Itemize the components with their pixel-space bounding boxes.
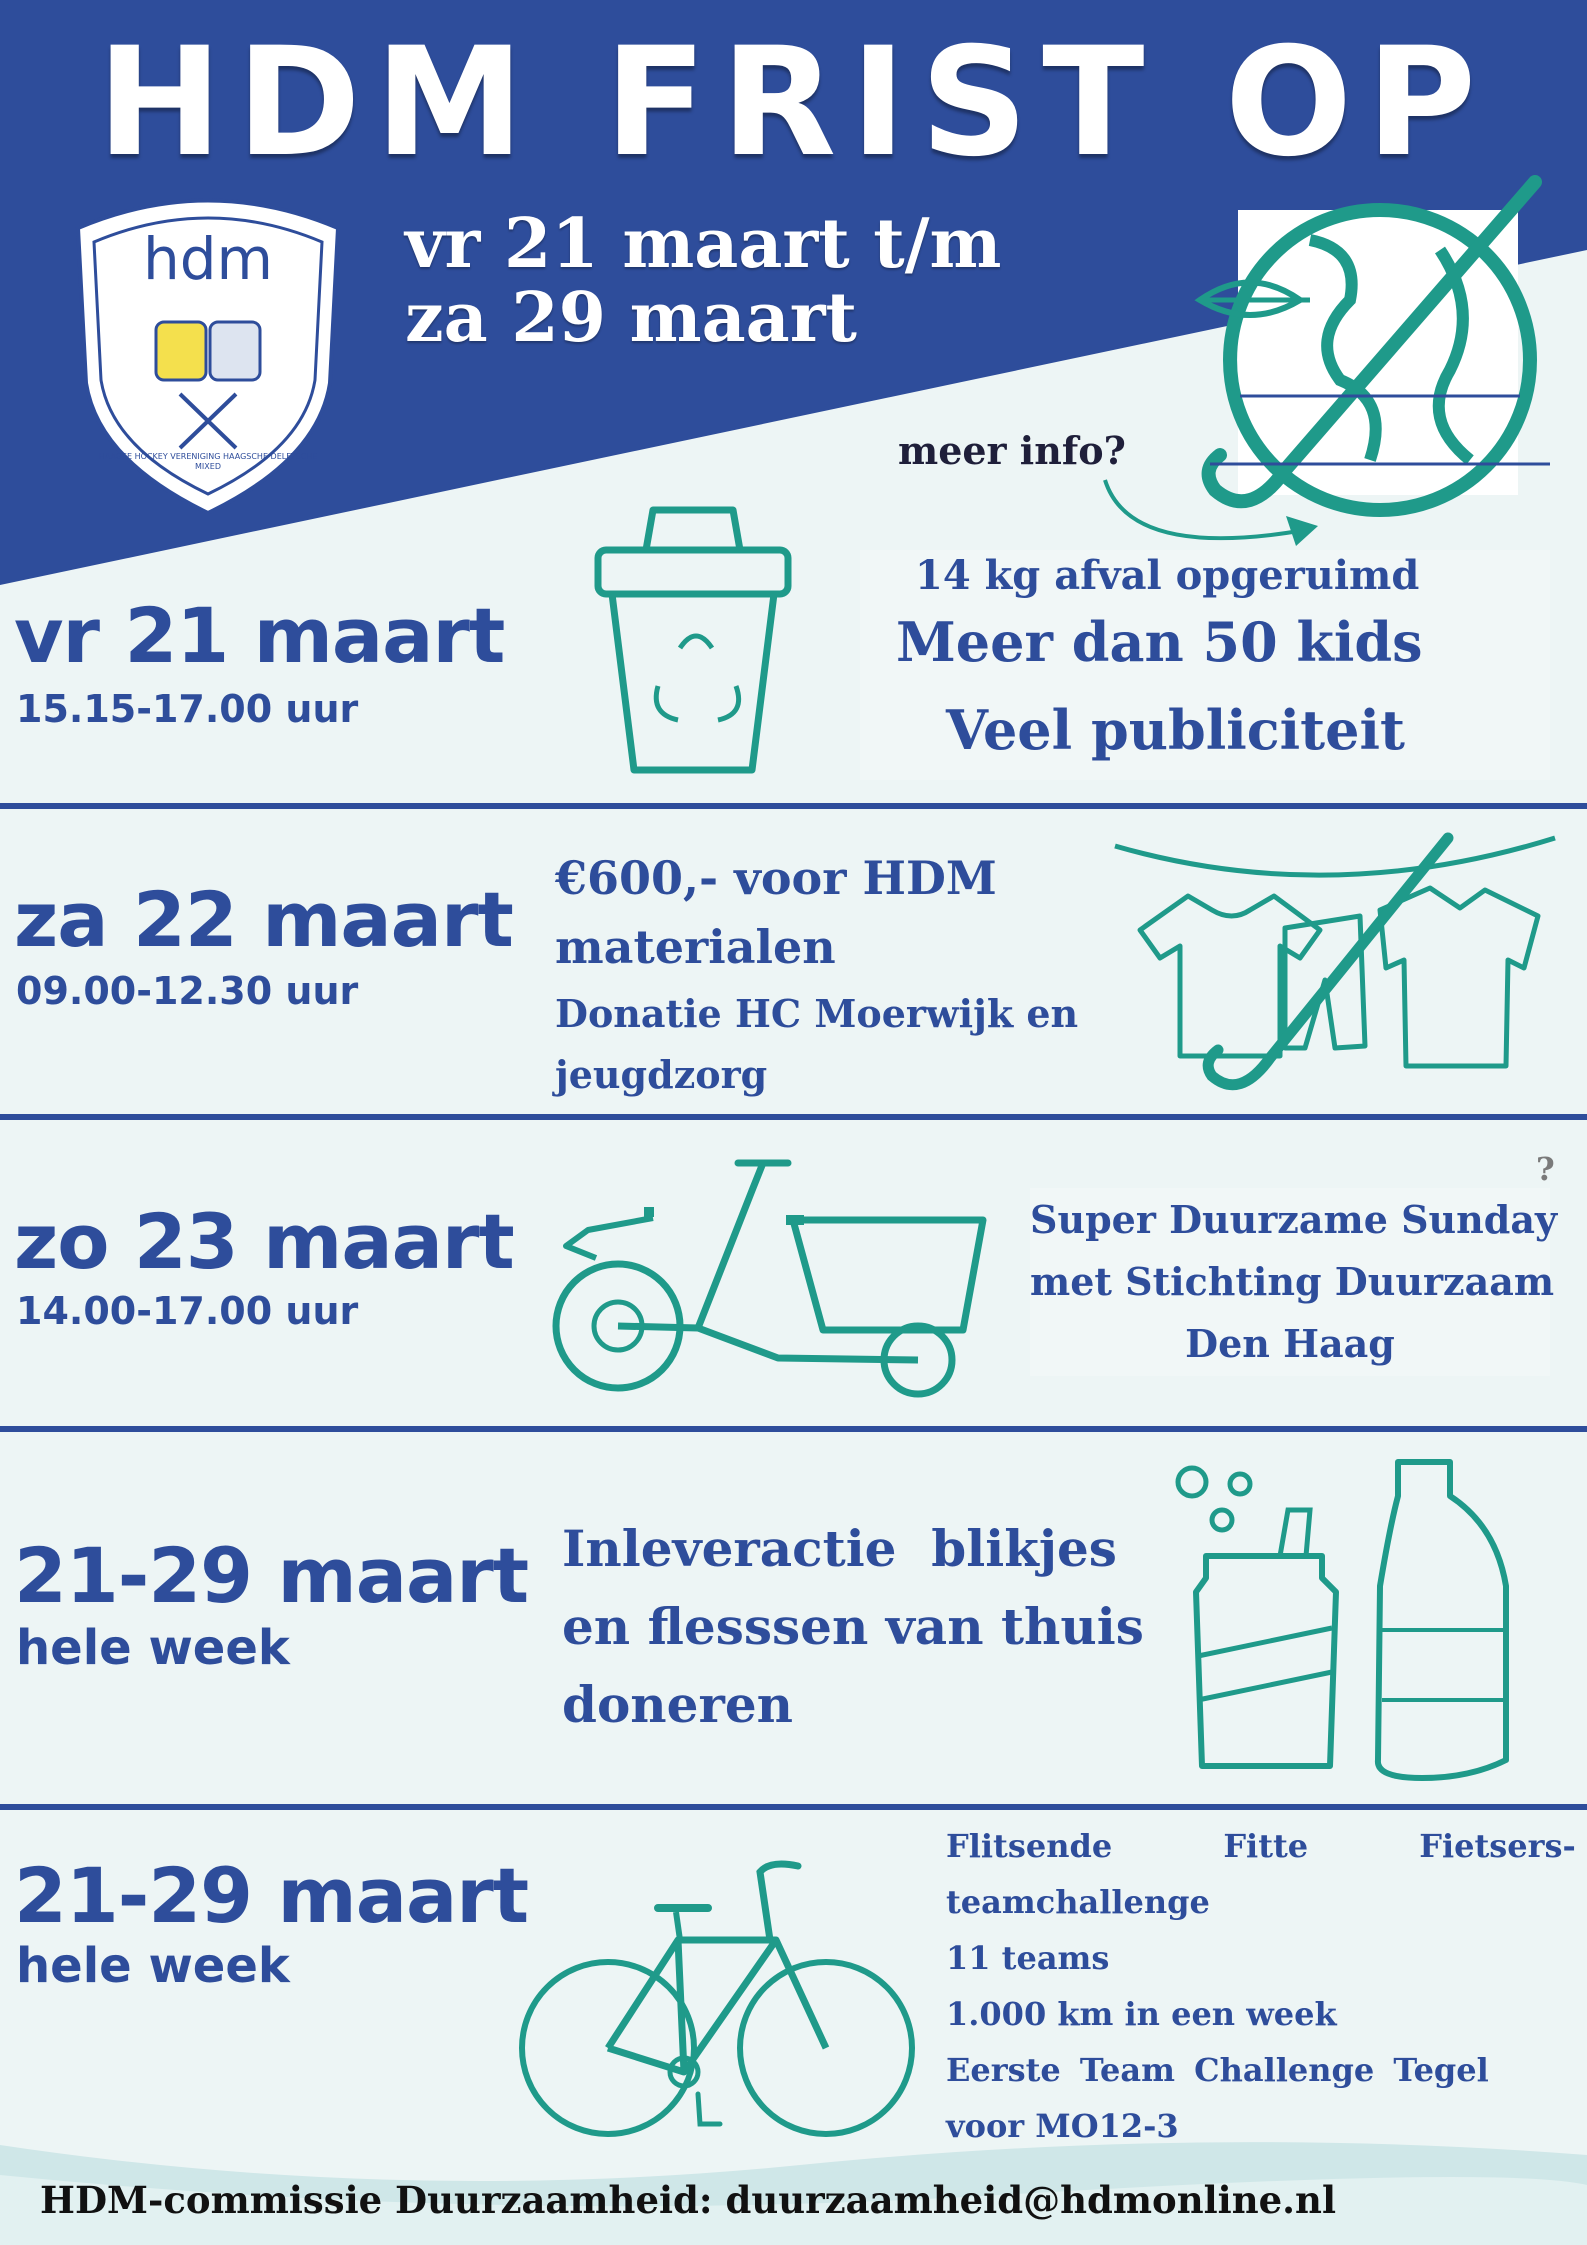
section-divider — [0, 1804, 1587, 1810]
event-5-date: 21-29 maart — [14, 1851, 529, 1940]
event-1-line: 14 kg afval opgeruimd — [915, 552, 1420, 599]
event-4-line: doneren — [562, 1675, 793, 1734]
event-5-time: hele week — [16, 1938, 290, 1994]
event-3-line: Super Duurzame Sunday — [1030, 1197, 1558, 1242]
event-5-line: Eerste Team Challenge Tegel — [946, 2051, 1489, 2089]
section-divider — [0, 803, 1587, 809]
event-2-line: Donatie HC Moerwijk en — [555, 991, 1079, 1036]
event-2-line: jeugdzorg — [555, 1052, 768, 1097]
event-4-date: 21-29 maart — [14, 1531, 529, 1620]
footer-contact: HDM-commissie Duurzaamheid: duurzaamheid@hdmonline.nl — [40, 2178, 1336, 2222]
event-3-line: Den Haag — [1185, 1321, 1395, 1366]
section-divider — [0, 1426, 1587, 1432]
clothesline-hockey-stick-icon — [1110, 818, 1560, 1108]
date-range-line-2: za 29 maart — [405, 278, 857, 358]
cargo-bike-icon — [548, 1148, 1008, 1398]
event-4-details — [562, 1510, 1182, 1744]
event-1-details — [860, 550, 1550, 780]
event-1-time: 15.15-17.00 uur — [16, 687, 359, 731]
event-5-line: teamchallenge — [946, 1883, 1210, 1921]
event-5-line: 1.000 km in een week — [946, 1995, 1337, 2033]
date-range-line-1: vr 21 maart t/m — [405, 204, 1002, 284]
event-2-details — [555, 840, 1079, 1100]
more-info-text[interactable]: meer info? — [898, 428, 1126, 473]
can-and-bottle-icon — [1170, 1460, 1550, 1790]
event-5-line: 11 teams — [946, 1939, 1110, 1977]
event-4-line: Inleveractie blikjes — [562, 1519, 1117, 1578]
event-3-question-mark: ? — [1536, 1150, 1555, 1188]
event-1-line: Meer dan 50 kids — [896, 610, 1423, 674]
event-5-word: Flitsende Fitte Fietsers- — [946, 1827, 1576, 1865]
page-title: HDM FRIST OP — [96, 16, 1491, 190]
event-1-line: Veel publiciteit — [946, 698, 1405, 762]
event-2-date: za 22 maart — [14, 875, 513, 964]
event-4-time: hele week — [16, 1620, 290, 1676]
event-2-time: 09.00-12.30 uur — [16, 969, 359, 1013]
event-5-line — [946, 1818, 1576, 1874]
event-5-line: voor MO12-3 — [946, 2107, 1179, 2145]
event-2-line: €600,- voor HDM — [555, 851, 997, 905]
event-3-date: zo 23 maart — [14, 1197, 514, 1286]
event-2-line: materialen — [555, 920, 836, 974]
event-3-details — [1030, 1188, 1558, 1376]
logo-text: hdm — [142, 225, 274, 293]
recycle-bin-icon — [588, 502, 798, 782]
event-4-line: en flesssen van thuis — [562, 1597, 1144, 1656]
event-3-time: 14.00-17.00 uur — [16, 1289, 359, 1333]
section-divider — [0, 1114, 1587, 1120]
logo-ring-text: HAAGSE HOCKEY VERENIGING HAAGSCHE DELFTSCHE MIXED — [98, 452, 318, 471]
event-3-line: met Stichting Duurzaam — [1030, 1259, 1555, 1304]
event-1-date: vr 21 maart — [14, 591, 505, 680]
